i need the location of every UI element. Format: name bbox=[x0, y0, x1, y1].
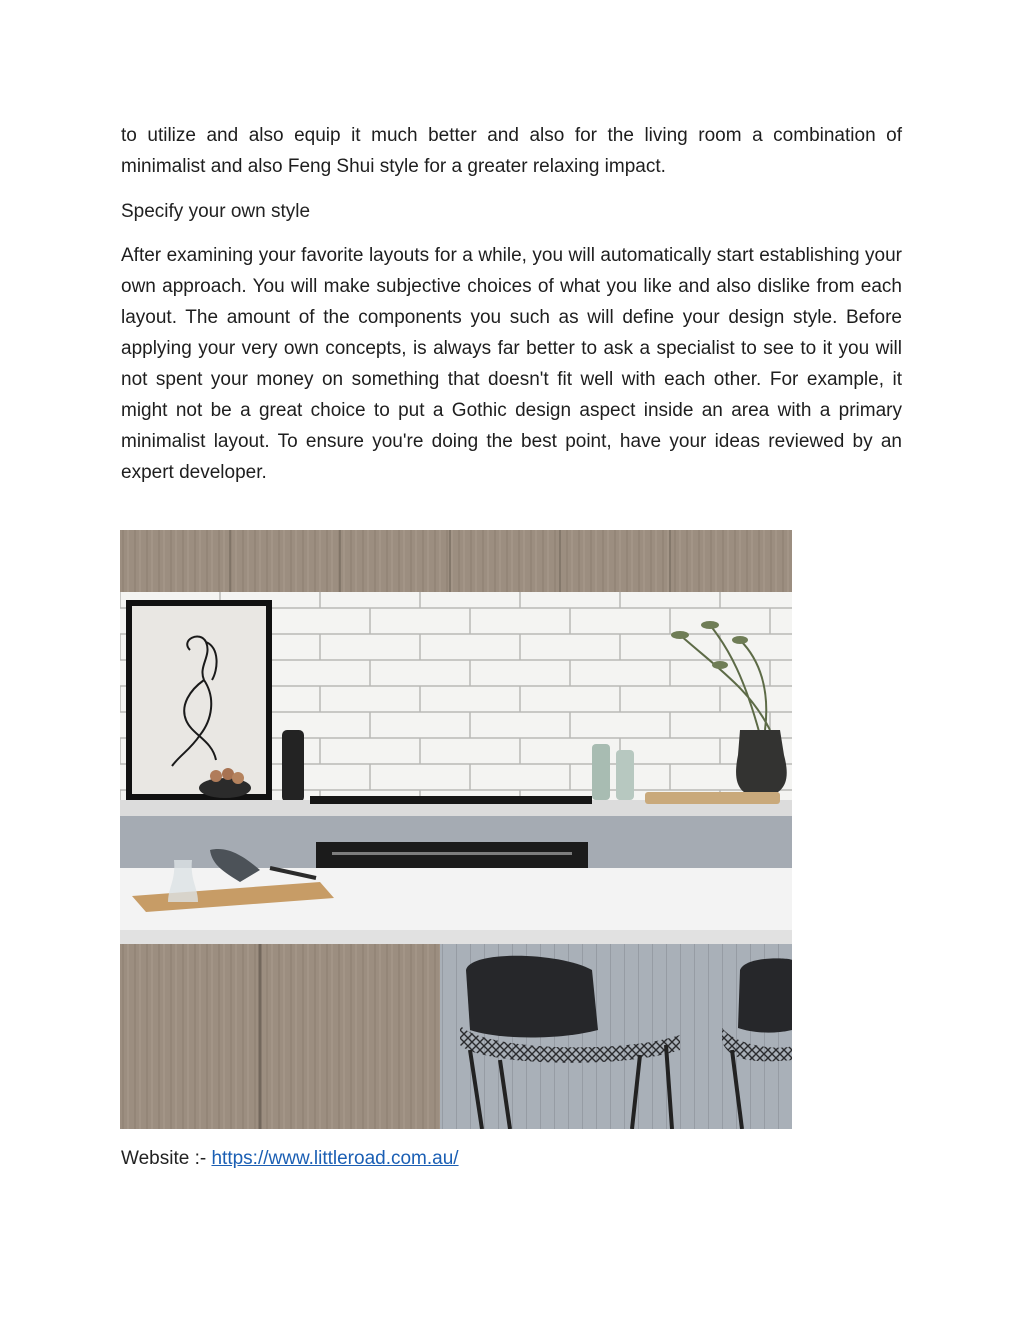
paragraph-continuation: to utilize and also equip it much better and also for the living room a combination of minimalist and also Feng Shui style for a greater relaxing impact. bbox=[121, 125, 902, 177]
section-heading: Specify your own style bbox=[121, 201, 311, 222]
website-footer bbox=[121, 1143, 459, 1174]
website-label: Website :- bbox=[121, 1148, 207, 1169]
website-link[interactable]: https://www.littleroad.com.au/ bbox=[211, 1148, 459, 1169]
paragraph-main: After examining your favorite layouts for a while, you will automatically start establishing your own approach. You will make subjective choices of what you like and also dislike from each layout. The amount of the components you such as will define your design style. Before applying your very own concepts, is always far better to ask a specialist to see to it you will not spent your money on something that doesn't fit well with each other. For example, it might not be a great choice to put a Gothic design aspect inside an area with a primary minimalist layout. To ensure you're doing the best point, have your ideas reviewed by an expert developer. bbox=[121, 245, 902, 483]
kitchen-photo bbox=[120, 530, 792, 1129]
